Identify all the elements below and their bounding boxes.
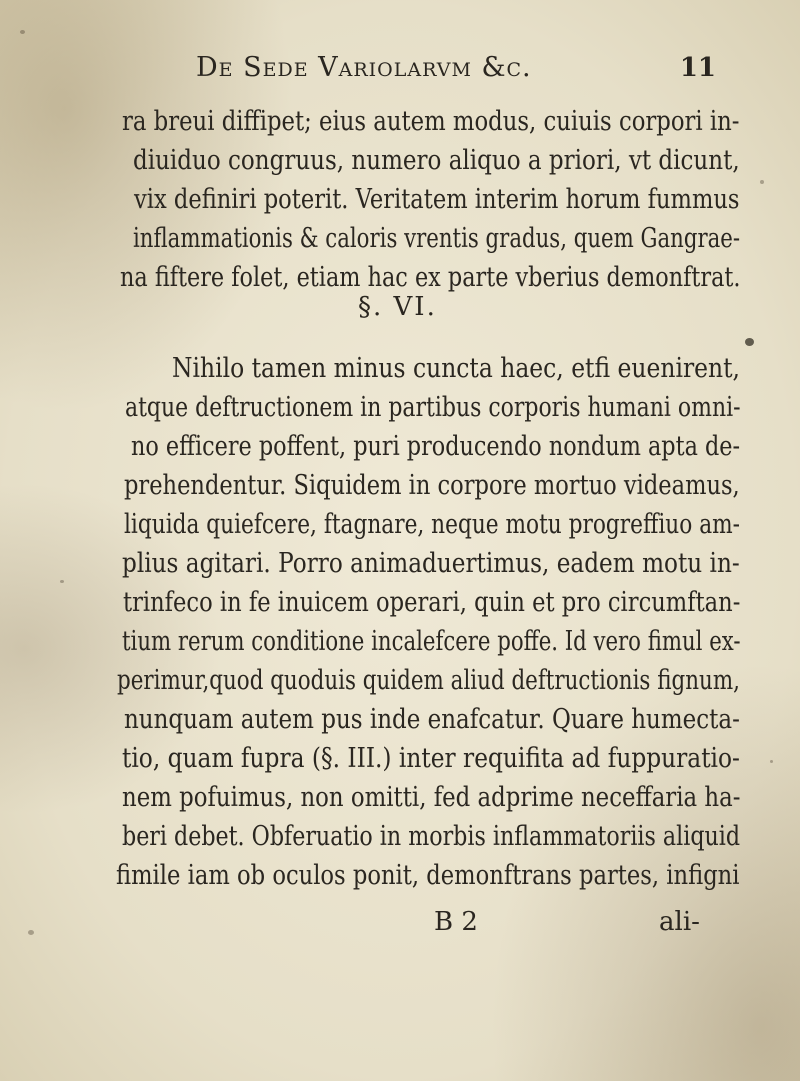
- text-line: Nihilo tamen minus cuncta haec, etfi euenirent,: [172, 352, 740, 384]
- text-line: prehendentur. Siquidem in corpore mortuo videamus,: [124, 469, 740, 501]
- catchword: ali-: [659, 907, 700, 937]
- page-number: 11: [679, 53, 716, 83]
- text-line: tio, quam fupra (§. III.) inter requifita ad fuppuratio-: [122, 742, 740, 774]
- paper-speck: [60, 580, 64, 583]
- text-line: beri debet. Obferuatio in morbis inflammatoriis aliquid: [122, 820, 741, 852]
- text-line: fimile iam ob oculos ponit, demonftrans partes, infigni: [116, 859, 740, 891]
- running-title: De Sede Variolarvm &c.: [196, 52, 532, 83]
- paper-speck: [760, 180, 764, 184]
- text-line: na fiftere folet, etiam hac ex parte vberius demonftrat.: [120, 261, 741, 293]
- text-line: liquida quiefcere, ftagnare, neque motu progreffiuo am-: [124, 508, 740, 540]
- text-line: no efficere poffent, puri producendo nondum apta de-: [131, 430, 741, 462]
- text-line: ra breui diffipet; eius autem modus, cuiuis corpori in-: [122, 105, 740, 137]
- signature-mark: B 2: [434, 907, 478, 937]
- paper-speck: [20, 30, 25, 34]
- text-line: perimur,quod quoduis quidem aliud deftructionis fignum,: [117, 664, 740, 696]
- section-heading: §. VI.: [358, 292, 437, 322]
- text-line: plius agitari. Porro animaduertimus, eadem motu in-: [122, 547, 740, 579]
- text-line: vix definiri poterit. Veritatem interim horum fummus: [134, 183, 740, 215]
- paper-speck: [770, 760, 773, 763]
- text-line: atque deftructionem in partibus corporis humani omni-: [125, 391, 741, 423]
- text-line: trinfeco in fe inuicem operari, quin et pro circumftan-: [123, 586, 741, 618]
- text-line: nem pofuimus, non omitti, fed adprime neceffaria ha-: [122, 781, 741, 813]
- paper-speck: [28, 930, 34, 935]
- text-line: tium rerum conditione incalefcere poffe. Id vero fimul ex-: [122, 625, 741, 657]
- text-line: nunquam autem pus inde enafcatur. Quare humecta-: [124, 703, 740, 735]
- text-line: diuiduo congruus, numero aliquo a priori, vt dicunt,: [133, 144, 740, 176]
- paper-speck: [745, 338, 754, 346]
- text-line: inflammationis & caloris vrentis gradus, quem Gangrae-: [133, 222, 741, 254]
- running-header: [196, 52, 716, 92]
